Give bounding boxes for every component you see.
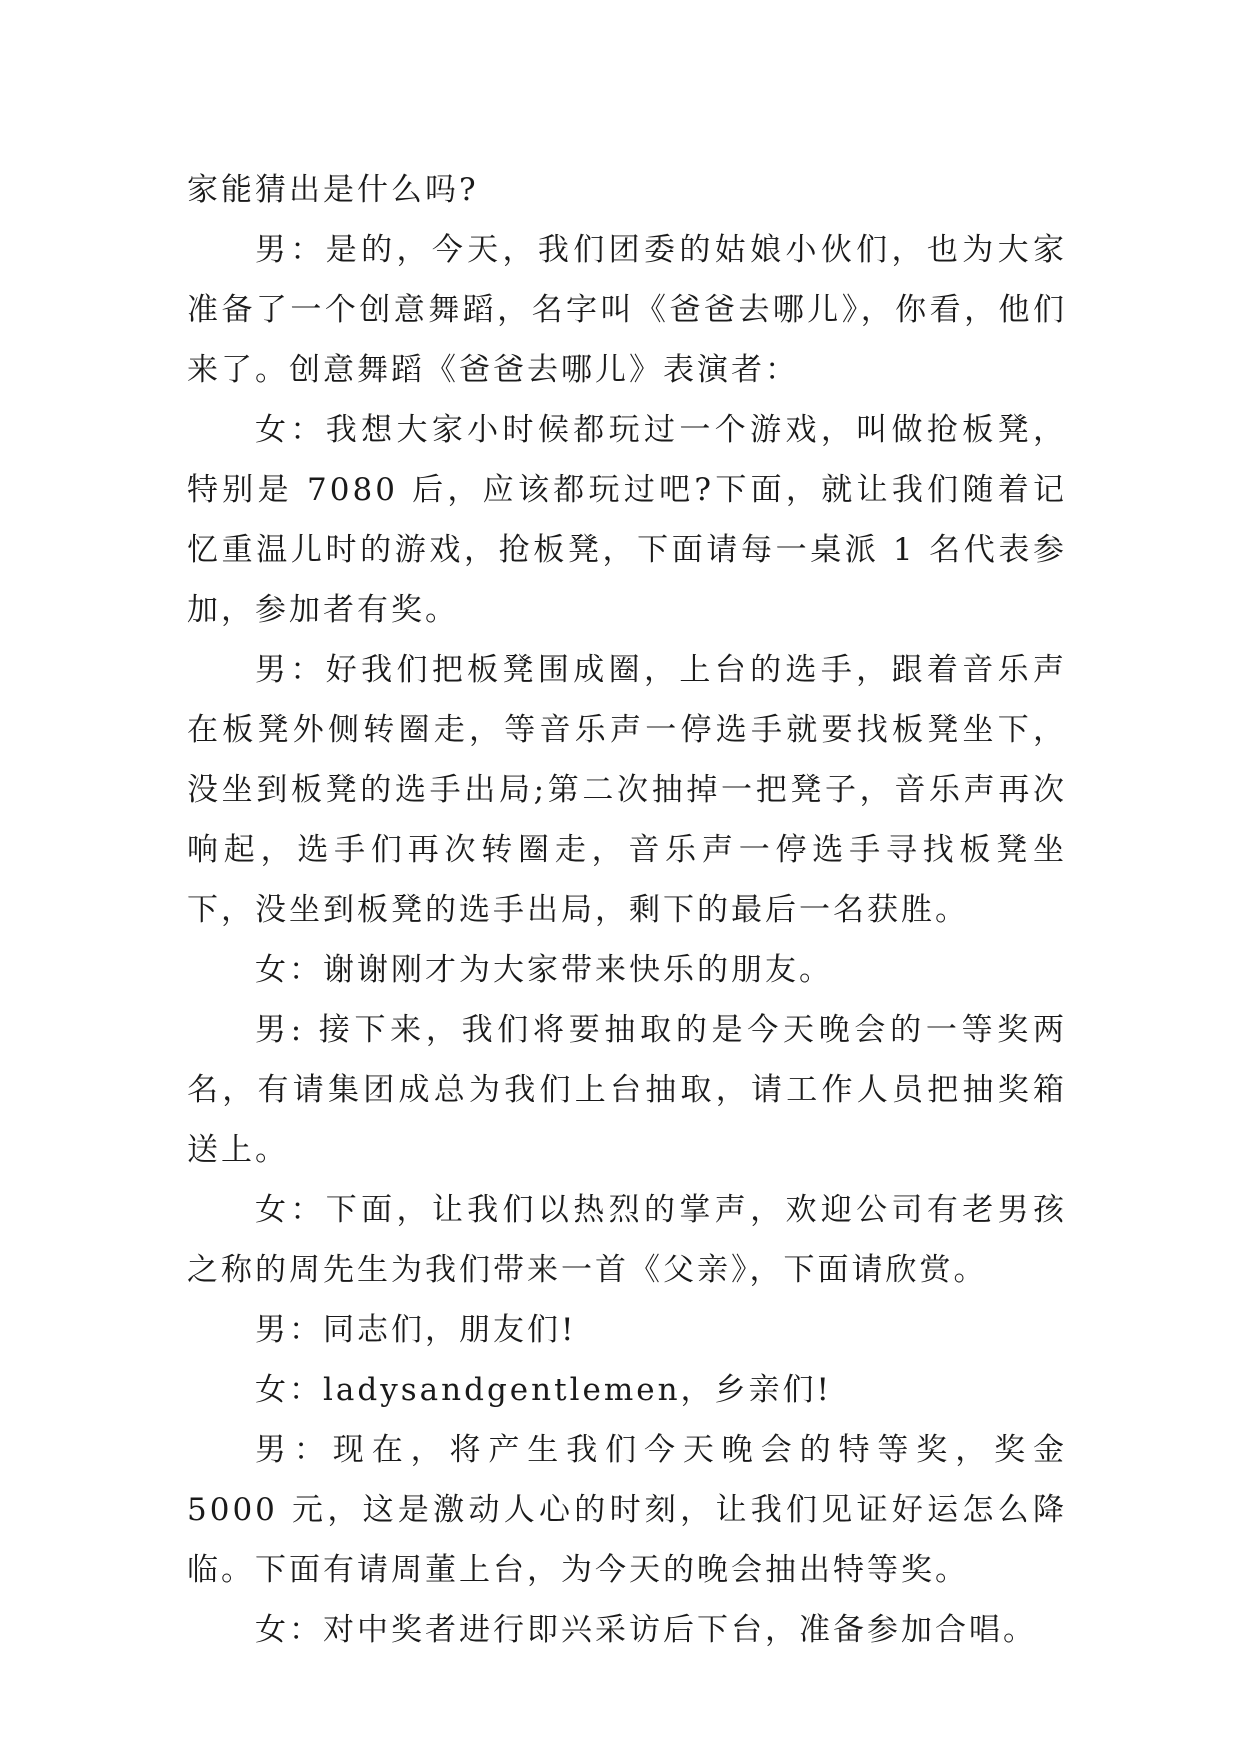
paragraph: 男：好我们把板凳围成圈，上台的选手，跟着音乐声在板凳外侧转圈走，等音乐声一停选手就要找板凳坐下，没坐到板凳的选手出局;第二次抽掉一把凳子，音乐声再次响起，选手们再次转圈走，音乐声一停选手寻找板凳坐下，没坐到板凳的选手出局，剩下的最后一名获胜。 [187,652,1067,928]
paragraph: 男：同志们，朋友们! [255,1312,577,1348]
paragraph: 男: 接下来，我们将要抽取的是今天晚会的一等奖两名，有请集团成总为我们上台抽取，请工作人员把抽奖箱送上。 [187,1012,1067,1168]
paragraph: 男：现在，将产生我们今天晚会的特等奖，奖金 5000 元，这是激动人心的时刻，让我们见证好运怎么降临。下面有请周董上台，为今天的晚会抽出特等奖。 [187,1432,1067,1588]
paragraph: 女：谢谢刚才为大家带来快乐的朋友。 [255,952,833,988]
paragraph: 女：对中奖者进行即兴采访后下台，准备参加合唱。 [255,1612,1037,1648]
paragraph: 女：下面，让我们以热烈的掌声，欢迎公司有老男孩之称的周先生为我们带来一首《父亲》，下面请欣赏。 [187,1192,1067,1288]
document-body [187,160,1067,1660]
paragraph-continuation: 家能猜出是什么吗? [187,172,479,208]
paragraph: 女：我想大家小时候都玩过一个游戏，叫做抢板凳，特别是 7080 后，应该都玩过吧?下面，就让我们随着记忆重温儿时的游戏，抢板凳，下面请每一桌派 1 名代表参加，参加者有奖。 [187,412,1067,628]
paragraph: 女：ladysandgentlemen，乡亲们! [255,1372,832,1408]
paragraph: 男：是的，今天，我们团委的姑娘小伙们，也为大家准备了一个创意舞蹈，名字叫《爸爸去哪儿》，你看，他们来了。创意舞蹈《爸爸去哪儿》表演者： [187,232,1067,388]
